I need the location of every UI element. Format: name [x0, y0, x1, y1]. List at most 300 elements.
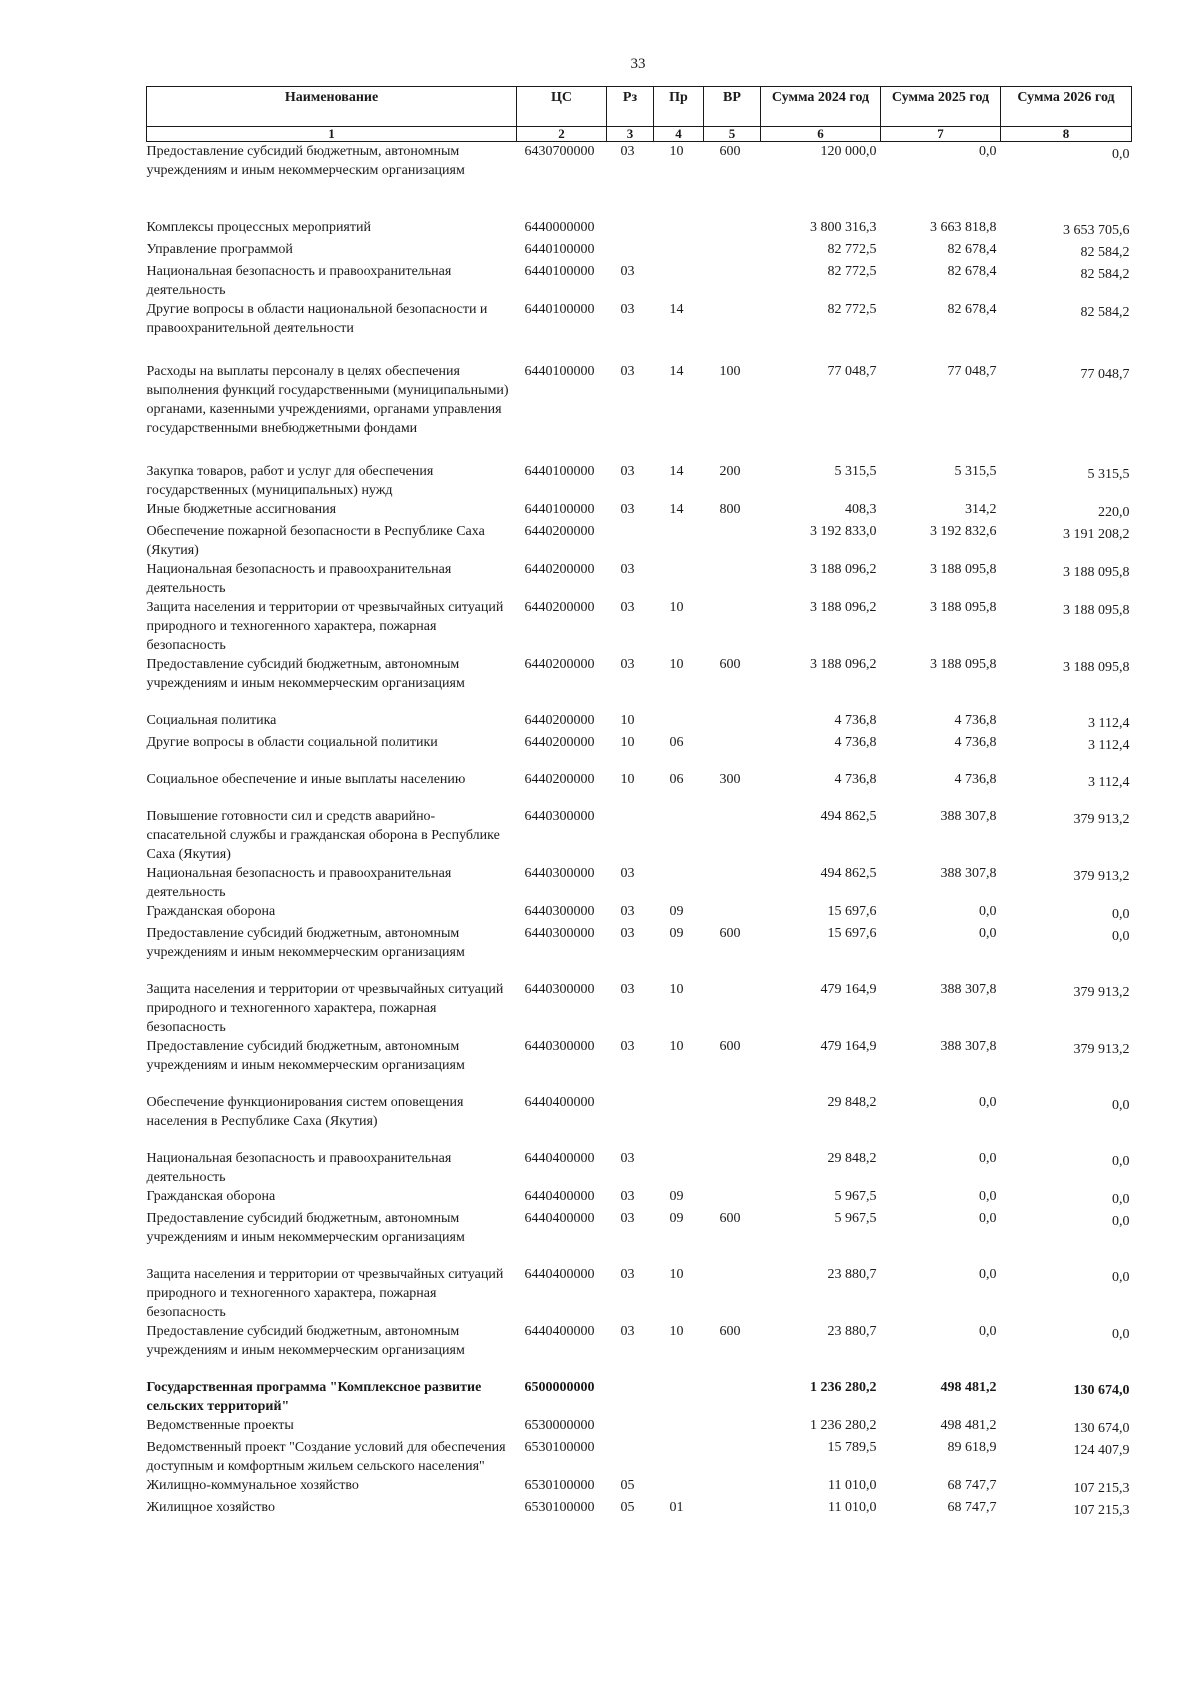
row-name: Защита населения и территории от чрезвычайных ситуаций природного и техногенного характера, пожарная безопасность: [146, 982, 504, 1035]
header-number-row: [147, 127, 1132, 142]
row-sum-2024: 11 010,0: [828, 1478, 877, 1493]
row-rz-code: [607, 1378, 654, 1416]
row-vr-code: [704, 1498, 761, 1520]
row-pr-code: 09: [669, 904, 684, 919]
table-row: [147, 1265, 1132, 1322]
row-vr-code: 100: [719, 364, 741, 379]
row-sum-2025: 388 307,8: [940, 866, 997, 881]
row-rz-code: 03: [620, 600, 635, 615]
row-name: Обеспечение пожарной безопасности в Республике Саха (Якутия): [146, 524, 485, 558]
row-sum-2024: 5 315,5: [834, 464, 877, 479]
row-sum-2025: 82 678,4: [947, 302, 997, 317]
row-sum-2024: 3 188 096,2: [810, 562, 877, 577]
row-vr-code: [704, 240, 761, 262]
row-sum-2024: 4 736,8: [834, 772, 877, 787]
row-vr-code: [704, 218, 761, 240]
row-vr-code: 600: [719, 1039, 741, 1054]
row-pr-code: [654, 1416, 704, 1438]
row-vr-code: [704, 1187, 761, 1209]
header-number: 8: [1001, 127, 1132, 142]
row-pr-code: 10: [669, 657, 684, 672]
table-row: [147, 218, 1132, 240]
row-sum-2026: 130 674,0: [1073, 1421, 1130, 1436]
row-rz-code: 10: [620, 713, 635, 728]
row-sum-2025: 77 048,7: [947, 364, 997, 379]
row-vr-code: 800: [719, 502, 741, 517]
row-sum-2026: 3 112,4: [1088, 738, 1130, 753]
table-row: [147, 1416, 1132, 1438]
row-sum-2026: 5 315,5: [1087, 467, 1130, 482]
row-sum-2025: 0,0: [979, 1189, 997, 1204]
row-sum-2025: 3 188 095,8: [930, 562, 997, 577]
row-rz-code: 03: [620, 464, 635, 479]
row-sum-2025: 498 481,2: [940, 1380, 997, 1395]
row-rz-code: [607, 807, 654, 864]
header-number: 3: [607, 127, 654, 142]
table-row: [147, 362, 1132, 462]
row-pr-code: 10: [669, 982, 684, 997]
row-name: Жилищное хозяйство: [146, 1500, 275, 1515]
row-rz-code: 10: [620, 735, 635, 750]
table-row: [147, 807, 1132, 864]
row-sum-2024: 82 772,5: [827, 264, 877, 279]
row-sum-2025: 3 192 832,6: [930, 524, 997, 539]
row-name: Управление программой: [146, 242, 293, 257]
row-rz-code: 03: [620, 502, 635, 517]
row-sum-2026: 3 112,4: [1088, 775, 1130, 790]
row-sum-2025: 4 736,8: [954, 735, 997, 750]
row-vr-code: [704, 560, 761, 598]
row-sum-2026: 3 191 208,2: [1063, 527, 1130, 542]
budget-table: [146, 86, 1132, 1520]
row-rz-code: 03: [620, 657, 635, 672]
row-sum-2024: 494 862,5: [820, 866, 877, 881]
table-row: [147, 902, 1132, 924]
row-rz-code: [607, 218, 654, 240]
row-cs-code: 6440100000: [524, 302, 595, 317]
row-name: Гражданская оборона: [146, 904, 276, 919]
row-vr-code: [704, 300, 761, 362]
row-sum-2025: 0,0: [979, 904, 997, 919]
table-row: [147, 500, 1132, 522]
header-number: 1: [147, 127, 517, 142]
header-vr: ВР: [704, 87, 761, 127]
row-sum-2025: 0,0: [979, 1095, 997, 1110]
row-rz-code: 05: [620, 1478, 635, 1493]
row-cs-code: 6440400000: [524, 1189, 595, 1204]
row-sum-2024: 23 880,7: [827, 1324, 877, 1339]
budget-table-container: [146, 86, 1131, 1520]
row-sum-2024: 29 848,2: [827, 1095, 877, 1110]
row-vr-code: [704, 1438, 761, 1476]
row-name: Национальная безопасность и правоохранительная деятельность: [146, 264, 452, 298]
row-pr-code: 10: [669, 1267, 684, 1282]
row-cs-code: 6440100000: [524, 242, 595, 257]
row-sum-2024: 15 789,5: [827, 1440, 877, 1455]
row-vr-code: [704, 864, 761, 902]
row-cs-code: 6440100000: [524, 364, 595, 379]
row-sum-2026: 0,0: [1112, 1327, 1130, 1342]
row-name: Другие вопросы в области социальной политики: [146, 735, 438, 750]
row-sum-2024: 11 010,0: [828, 1500, 877, 1515]
row-rz-code: 03: [620, 904, 635, 919]
row-pr-code: 10: [669, 144, 684, 159]
row-sum-2024: 3 188 096,2: [810, 657, 877, 672]
row-sum-2026: 3 653 705,6: [1063, 223, 1130, 238]
row-sum-2024: 82 772,5: [827, 302, 877, 317]
row-sum-2026: 3 188 095,8: [1063, 660, 1130, 675]
row-name: Предоставление субсидий бюджетным, автономным учреждениям и иным некоммерческим организациям: [146, 926, 465, 960]
row-sum-2026: 82 584,2: [1080, 245, 1130, 260]
row-pr-code: [654, 560, 704, 598]
row-cs-code: 6440000000: [524, 220, 595, 235]
row-vr-code: 600: [719, 1211, 741, 1226]
row-sum-2024: 1 236 280,2: [810, 1418, 877, 1433]
row-rz-code: 03: [620, 866, 635, 881]
row-vr-code: [704, 902, 761, 924]
row-cs-code: 6530100000: [524, 1440, 595, 1455]
row-name: Предоставление субсидий бюджетным, автономным учреждениям и иным некоммерческим организациям: [146, 657, 465, 691]
row-sum-2025: 82 678,4: [947, 242, 997, 257]
row-cs-code: 6440300000: [524, 1039, 595, 1054]
row-rz-code: [607, 1093, 654, 1149]
row-vr-code: [704, 1476, 761, 1498]
row-rz-code: 05: [620, 1500, 635, 1515]
row-cs-code: 6440200000: [524, 772, 595, 787]
row-vr-code: 600: [719, 1324, 741, 1339]
header-number: 6: [761, 127, 881, 142]
row-rz-code: 03: [620, 1267, 635, 1282]
header-sum-2025: Сумма 2025 год: [881, 87, 1001, 127]
row-sum-2026: 379 913,2: [1073, 985, 1130, 1000]
row-sum-2024: 4 736,8: [834, 713, 877, 728]
table-row: [147, 1149, 1132, 1187]
row-sum-2024: 3 188 096,2: [810, 600, 877, 615]
row-cs-code: 6440400000: [524, 1151, 595, 1166]
table-row: [147, 598, 1132, 655]
row-sum-2024: 408,3: [845, 502, 877, 517]
row-name: Национальная безопасность и правоохранительная деятельность: [146, 1151, 452, 1185]
table-row: [147, 240, 1132, 262]
row-name: Социальная политика: [146, 713, 277, 728]
row-name: Национальная безопасность и правоохранительная деятельность: [146, 866, 452, 900]
row-sum-2024: 5 967,5: [834, 1189, 877, 1204]
row-vr-code: 600: [719, 926, 741, 941]
row-sum-2026: 379 913,2: [1073, 1042, 1130, 1057]
row-pr-code: [654, 1149, 704, 1187]
row-rz-code: 03: [620, 1324, 635, 1339]
row-pr-code: [654, 1378, 704, 1416]
row-rz-code: 10: [620, 772, 635, 787]
header-cs: ЦС: [517, 87, 607, 127]
row-vr-code: 200: [719, 464, 741, 479]
table-header: [147, 87, 1132, 142]
table-row: [147, 1037, 1132, 1093]
row-sum-2026: 0,0: [1112, 147, 1130, 162]
row-sum-2024: 77 048,7: [827, 364, 877, 379]
row-rz-code: 03: [620, 926, 635, 941]
table-row: [147, 1209, 1132, 1265]
row-cs-code: 6440400000: [524, 1324, 595, 1339]
row-pr-code: 10: [669, 1039, 684, 1054]
row-sum-2025: 82 678,4: [947, 264, 997, 279]
row-pr-code: [654, 218, 704, 240]
page-number: 33: [630, 56, 646, 72]
row-sum-2025: 5 315,5: [954, 464, 997, 479]
row-cs-code: 6440300000: [524, 809, 595, 824]
row-name: Защита населения и территории от чрезвычайных ситуаций природного и техногенного характера, пожарная безопасность: [146, 600, 504, 653]
row-pr-code: 06: [669, 735, 684, 750]
row-sum-2025: 0,0: [979, 1324, 997, 1339]
row-name: Государственная программа "Комплексное развитие сельских территорий": [146, 1380, 482, 1414]
table-row: [147, 262, 1132, 300]
row-name: Ведомственные проекты: [146, 1418, 294, 1433]
row-sum-2026: 3 188 095,8: [1063, 565, 1130, 580]
row-sum-2025: 89 618,9: [947, 1440, 997, 1455]
row-sum-2025: 498 481,2: [940, 1418, 997, 1433]
row-name: Гражданская оборона: [146, 1189, 276, 1204]
table-row: [147, 1498, 1132, 1520]
table-row: [147, 733, 1132, 770]
row-rz-code: 03: [620, 1189, 635, 1204]
row-sum-2025: 0,0: [979, 144, 997, 159]
row-sum-2025: 4 736,8: [954, 772, 997, 787]
table-row: [147, 864, 1132, 902]
table-row: [147, 711, 1132, 733]
row-sum-2026: 130 674,0: [1073, 1383, 1130, 1398]
row-sum-2024: 29 848,2: [827, 1151, 877, 1166]
row-rz-code: 03: [620, 364, 635, 379]
row-vr-code: [704, 1265, 761, 1322]
row-sum-2024: 5 967,5: [834, 1211, 877, 1226]
header-sum-2026: Сумма 2026 год: [1001, 87, 1132, 127]
row-sum-2024: 479 164,9: [820, 1039, 877, 1054]
row-sum-2024: 3 192 833,0: [810, 524, 877, 539]
row-cs-code: 6440300000: [524, 926, 595, 941]
row-cs-code: 6440400000: [524, 1211, 595, 1226]
header-sum-2024: Сумма 2024 год: [761, 87, 881, 127]
row-sum-2025: 388 307,8: [940, 1039, 997, 1054]
header-pr: Пр: [654, 87, 704, 127]
row-name: Защита населения и территории от чрезвычайных ситуаций природного и техногенного характера, пожарная безопасность: [146, 1267, 504, 1320]
row-sum-2024: 3 800 316,3: [810, 220, 877, 235]
header-number: 7: [881, 127, 1001, 142]
row-pr-code: 14: [669, 364, 684, 379]
header-rz: Рз: [607, 87, 654, 127]
header-number: 5: [704, 127, 761, 142]
table-row: [147, 522, 1132, 560]
row-rz-code: 03: [620, 982, 635, 997]
row-vr-code: [704, 598, 761, 655]
row-cs-code: 6440400000: [524, 1095, 595, 1110]
row-sum-2024: 494 862,5: [820, 809, 877, 824]
table-row: [147, 980, 1132, 1037]
row-rz-code: 03: [620, 1211, 635, 1226]
row-sum-2026: 77 048,7: [1080, 367, 1130, 382]
row-rz-code: 03: [620, 144, 635, 159]
table-row: [147, 1187, 1132, 1209]
row-pr-code: 01: [669, 1500, 684, 1515]
row-sum-2026: 0,0: [1112, 1270, 1130, 1285]
row-sum-2024: 120 000,0: [820, 144, 877, 159]
row-sum-2024: 15 697,6: [827, 904, 877, 919]
row-name: Закупка товаров, работ и услуг для обеспечения государственных (муниципальных) нужд: [146, 464, 434, 498]
row-vr-code: [704, 522, 761, 560]
row-cs-code: 6440200000: [524, 713, 595, 728]
table-row: [147, 462, 1132, 500]
row-name: Предоставление субсидий бюджетным, автономным учреждениям и иным некоммерческим организациям: [146, 1211, 465, 1245]
row-cs-code: 6440200000: [524, 657, 595, 672]
row-name: Жилищно-коммунальное хозяйство: [146, 1478, 359, 1493]
row-pr-code: 14: [669, 502, 684, 517]
row-sum-2026: 3 112,4: [1088, 716, 1130, 731]
row-sum-2026: 124 407,9: [1073, 1443, 1130, 1458]
row-sum-2025: 3 188 095,8: [930, 600, 997, 615]
row-name: Социальное обеспечение и иные выплаты населению: [146, 772, 466, 787]
table-row: [147, 1322, 1132, 1378]
row-sum-2026: 0,0: [1112, 929, 1130, 944]
row-vr-code: [704, 262, 761, 300]
row-sum-2026: 0,0: [1112, 1214, 1130, 1229]
row-rz-code: [607, 240, 654, 262]
row-cs-code: 6440100000: [524, 464, 595, 479]
row-vr-code: [704, 1093, 761, 1149]
row-pr-code: 06: [669, 772, 684, 787]
row-cs-code: 6440100000: [524, 264, 595, 279]
row-sum-2026: 107 215,3: [1073, 1481, 1130, 1496]
row-pr-code: [654, 1093, 704, 1149]
row-sum-2025: 3 188 095,8: [930, 657, 997, 672]
row-sum-2026: 379 913,2: [1073, 812, 1130, 827]
row-pr-code: [654, 262, 704, 300]
row-sum-2026: 0,0: [1112, 1192, 1130, 1207]
row-pr-code: [654, 240, 704, 262]
row-name: Предоставление субсидий бюджетным, автономным учреждениям и иным некоммерческим организациям: [146, 1324, 465, 1358]
row-cs-code: 6530100000: [524, 1478, 595, 1493]
header-name: Наименование: [147, 87, 517, 127]
row-vr-code: [704, 1149, 761, 1187]
row-cs-code: 6440200000: [524, 600, 595, 615]
row-pr-code: [654, 864, 704, 902]
row-pr-code: [654, 522, 704, 560]
row-cs-code: 6530100000: [524, 1500, 595, 1515]
row-vr-code: 600: [719, 144, 741, 159]
row-sum-2026: 82 584,2: [1080, 267, 1130, 282]
row-pr-code: 09: [669, 1189, 684, 1204]
table-row: [147, 1093, 1132, 1149]
row-vr-code: [704, 807, 761, 864]
row-rz-code: [607, 1416, 654, 1438]
row-sum-2025: 388 307,8: [940, 809, 997, 824]
row-pr-code: 14: [669, 302, 684, 317]
table-row: [147, 560, 1132, 598]
header-row: [147, 87, 1132, 127]
row-sum-2026: 3 188 095,8: [1063, 603, 1130, 618]
row-name: Обеспечение функционирования систем оповещения населения в Республике Саха (Якутия): [146, 1095, 464, 1129]
row-cs-code: 6440300000: [524, 866, 595, 881]
row-pr-code: [654, 1476, 704, 1498]
row-sum-2025: 0,0: [979, 926, 997, 941]
table-body: [147, 142, 1132, 1521]
row-sum-2025: 3 663 818,8: [930, 220, 997, 235]
row-vr-code: 600: [719, 657, 741, 672]
row-sum-2025: 388 307,8: [940, 982, 997, 997]
row-name: Комплексы процессных мероприятий: [146, 220, 371, 235]
row-sum-2026: 0,0: [1112, 907, 1130, 922]
row-vr-code: [704, 711, 761, 733]
table-row: [147, 300, 1132, 362]
row-name: Предоставление субсидий бюджетным, автономным учреждениям и иным некоммерческим организациям: [146, 1039, 465, 1073]
table-row: [147, 1438, 1132, 1476]
row-cs-code: 6440300000: [524, 982, 595, 997]
row-cs-code: 6440200000: [524, 735, 595, 750]
row-rz-code: 03: [620, 264, 635, 279]
row-sum-2025: 68 747,7: [947, 1500, 997, 1515]
row-sum-2026: 82 584,2: [1080, 305, 1130, 320]
row-vr-code: [704, 733, 761, 770]
row-sum-2026: 107 215,3: [1073, 1503, 1130, 1518]
row-sum-2024: 479 164,9: [820, 982, 877, 997]
row-sum-2026: 0,0: [1112, 1154, 1130, 1169]
row-sum-2025: 0,0: [979, 1151, 997, 1166]
row-name: Ведомственный проект "Создание условий для обеспечения доступным и комфортным жильем сельского населения": [146, 1440, 506, 1474]
row-pr-code: 10: [669, 600, 684, 615]
header-number: 4: [654, 127, 704, 142]
row-sum-2026: 379 913,2: [1073, 869, 1130, 884]
row-name: Иные бюджетные ассигнования: [146, 502, 337, 517]
row-sum-2024: 82 772,5: [827, 242, 877, 257]
table-row: [147, 1378, 1132, 1416]
row-pr-code: 09: [669, 1211, 684, 1226]
row-rz-code: 03: [620, 1151, 635, 1166]
row-name: Другие вопросы в области национальной безопасности и правоохранительной деятельности: [146, 302, 488, 336]
row-sum-2025: 0,0: [979, 1267, 997, 1282]
row-sum-2026: 220,0: [1098, 505, 1130, 520]
row-name: Предоставление субсидий бюджетным, автономным учреждениям и иным некоммерческим организациям: [146, 144, 465, 178]
table-row: [147, 655, 1132, 711]
row-sum-2024: 15 697,6: [827, 926, 877, 941]
row-vr-code: [704, 1416, 761, 1438]
row-rz-code: [607, 1438, 654, 1476]
table-row: [147, 1476, 1132, 1498]
row-vr-code: [704, 980, 761, 1037]
row-rz-code: 03: [620, 302, 635, 317]
row-pr-code: [654, 1438, 704, 1476]
row-cs-code: 6440100000: [524, 502, 595, 517]
row-cs-code: 6440400000: [524, 1267, 595, 1282]
row-rz-code: 03: [620, 1039, 635, 1054]
row-sum-2025: 0,0: [979, 1211, 997, 1226]
row-pr-code: [654, 807, 704, 864]
table-row: [147, 142, 1132, 219]
row-cs-code: 6430700000: [524, 144, 595, 159]
row-cs-code: 6440200000: [524, 562, 595, 577]
row-name: Национальная безопасность и правоохранительная деятельность: [146, 562, 452, 596]
row-vr-code: 300: [719, 772, 741, 787]
row-cs-code: 6530000000: [524, 1418, 595, 1433]
row-cs-code: 6440300000: [524, 904, 595, 919]
row-rz-code: 03: [620, 562, 635, 577]
row-sum-2024: 23 880,7: [827, 1267, 877, 1282]
row-sum-2024: 1 236 280,2: [810, 1380, 877, 1395]
row-vr-code: [704, 1378, 761, 1416]
row-pr-code: 10: [669, 1324, 684, 1339]
row-sum-2025: 4 736,8: [954, 713, 997, 728]
row-cs-code: 6500000000: [524, 1380, 595, 1395]
header-number: 2: [517, 127, 607, 142]
row-cs-code: 6440200000: [524, 524, 595, 539]
table-row: [147, 770, 1132, 807]
